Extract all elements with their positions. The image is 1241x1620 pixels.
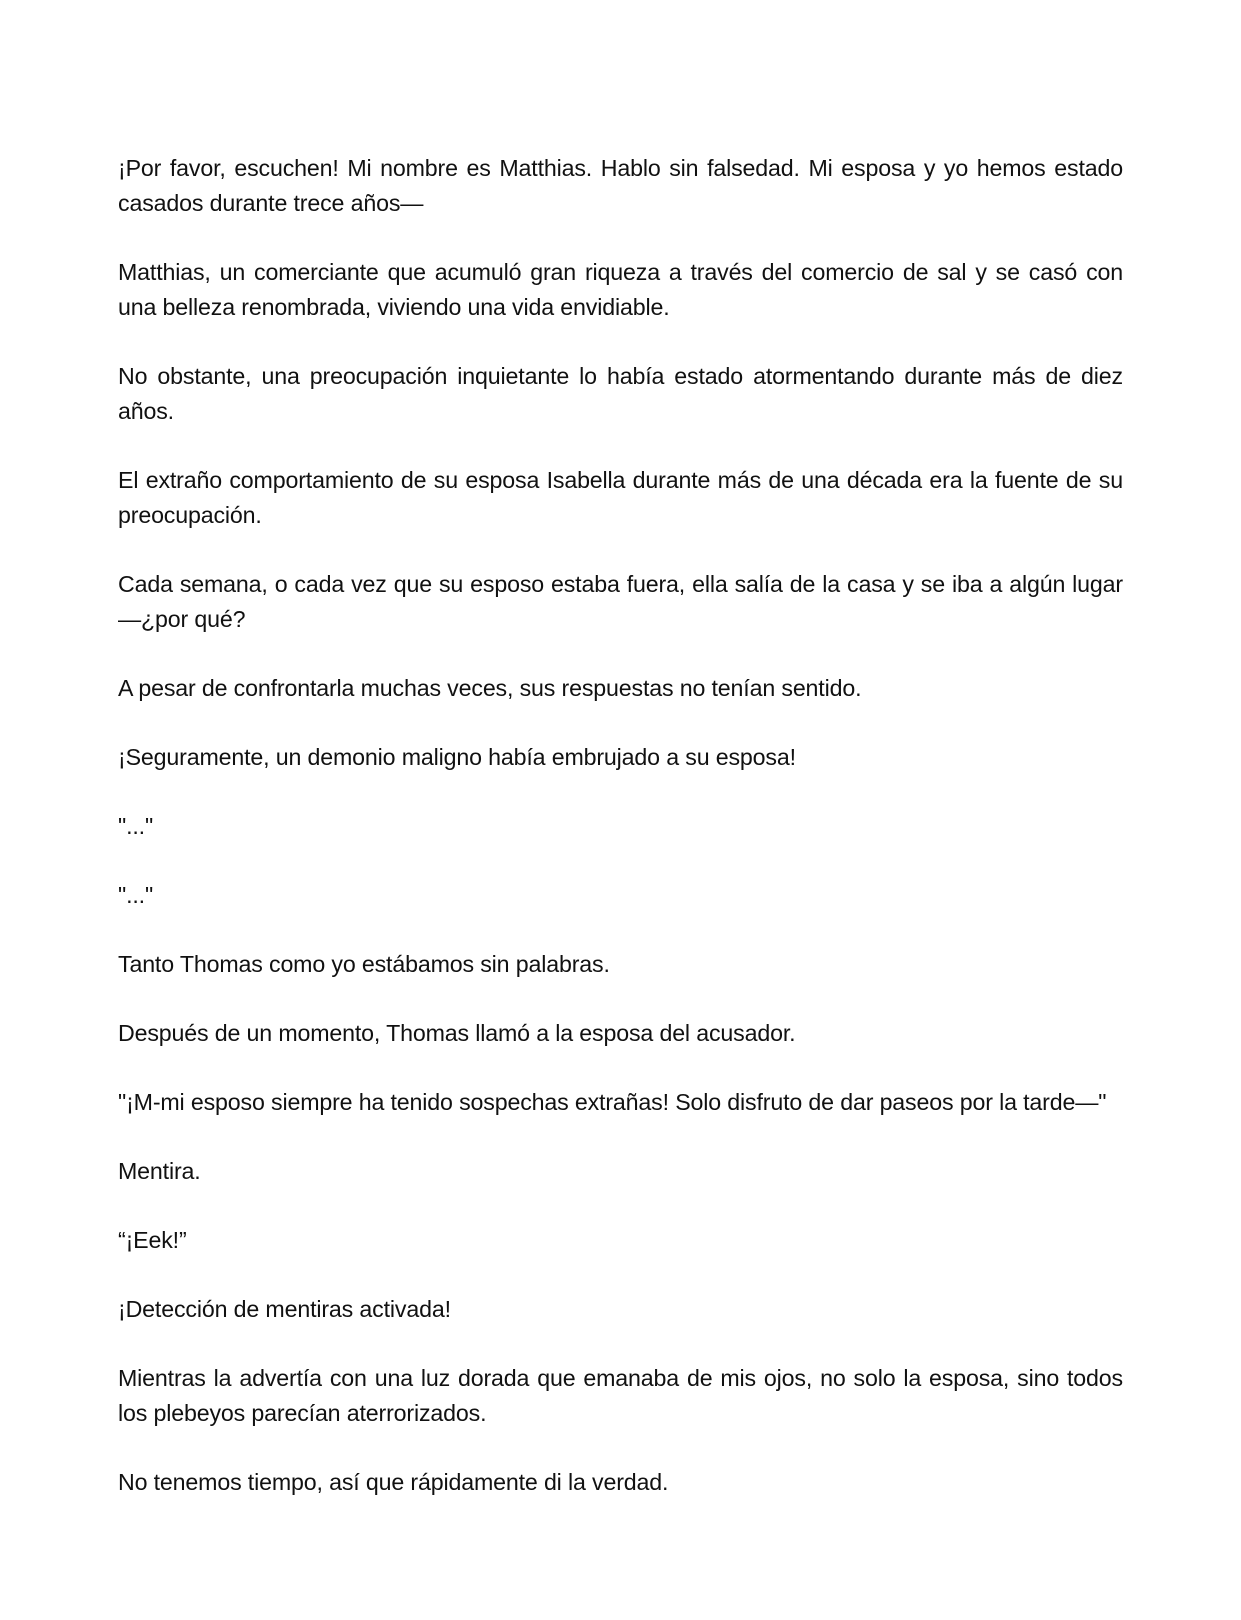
- paragraph-16: Mientras la advertía con una luz dorada que emanaba de mis ojos, no solo la esposa, sino todos los plebeyos parecían aterrorizados.: [118, 1365, 1123, 1426]
- paragraph-8: "...": [118, 813, 154, 839]
- paragraph-6: A pesar de confrontarla muchas veces, sus respuestas no tenían sentido.: [118, 675, 862, 701]
- paragraph-12: "¡M-mi esposo siempre ha tenido sospechas extrañas! Solo disfruto de dar paseos por la tarde—": [118, 1089, 1107, 1115]
- paragraph-17: No tenemos tiempo, así que rápidamente di la verdad.: [118, 1469, 669, 1495]
- paragraph-5: Cada semana, o cada vez que su esposo estaba fuera, ella salía de la casa y se iba a algún lugar—¿por qué?: [118, 571, 1123, 632]
- paragraph-3: No obstante, una preocupación inquietante lo había estado atormentando durante más de diez años.: [118, 363, 1123, 424]
- paragraph-15: ¡Detección de mentiras activada!: [118, 1296, 451, 1322]
- paragraph-4: El extraño comportamiento de su esposa Isabella durante más de una década era la fuente de su preocupación.: [118, 467, 1123, 528]
- paragraph-10: Tanto Thomas como yo estábamos sin palabras.: [118, 951, 610, 977]
- paragraph-11: Después de un momento, Thomas llamó a la esposa del acusador.: [118, 1020, 796, 1046]
- paragraph-1: ¡Por favor, escuchen! Mi nombre es Matthias. Hablo sin falsedad. Mi esposa y yo hemos estado casados durante trece años—: [118, 155, 1123, 216]
- paragraph-2: Matthias, un comerciante que acumuló gran riqueza a través del comercio de sal y se casó con una belleza renombrada, viviendo una vida envidiable.: [118, 259, 1123, 320]
- paragraph-9: "...": [118, 882, 154, 908]
- paragraph-7: ¡Seguramente, un demonio maligno había embrujado a su esposa!: [118, 744, 796, 770]
- paragraph-13: Mentira.: [118, 1158, 201, 1184]
- paragraph-14: “¡Eek!”: [118, 1227, 187, 1253]
- document-body: [118, 151, 1123, 1500]
